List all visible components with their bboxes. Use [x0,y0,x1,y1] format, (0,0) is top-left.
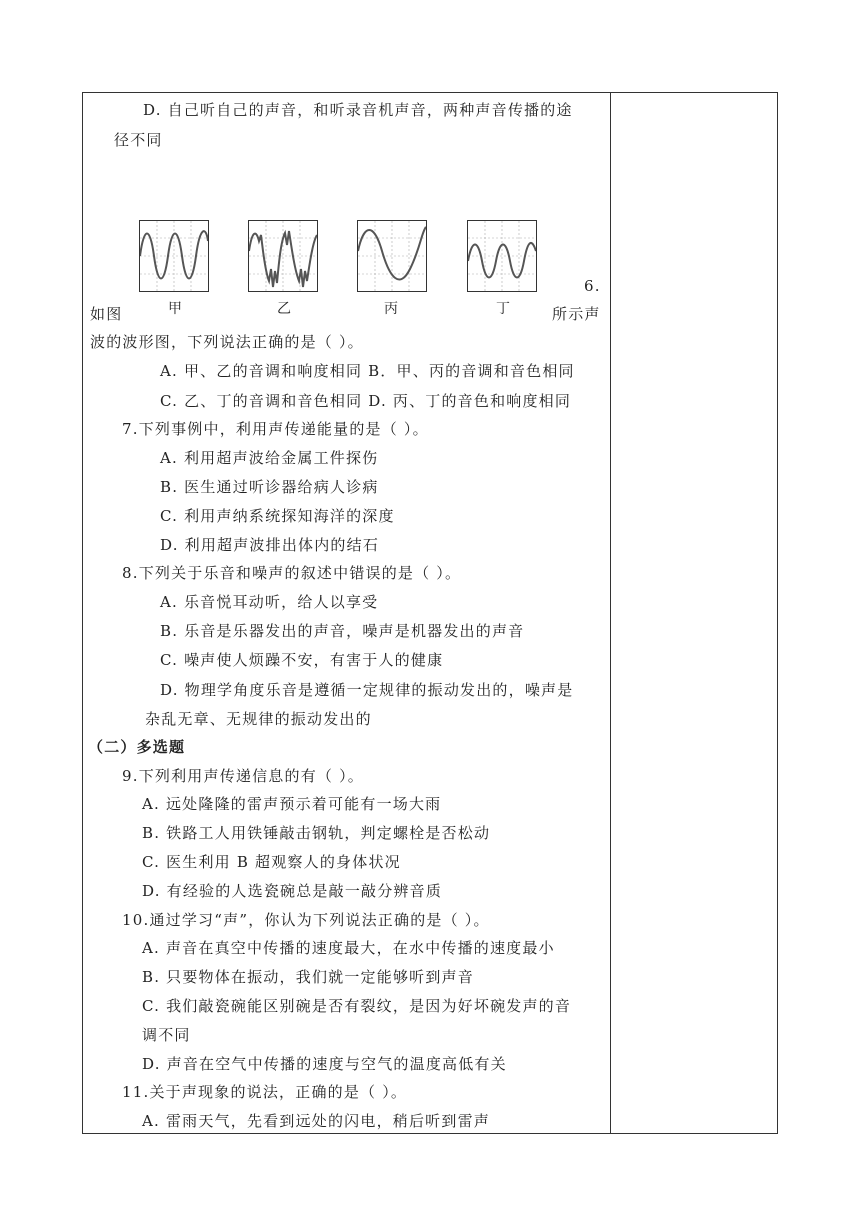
question-9-option-a: A. 远处隆隆的雷声预示着可能有一场大雨 [142,795,442,813]
question-6-stem: 波的波形图，下列说法正确的是（ ）。 [90,333,364,351]
question-7-option-a: A. 利用超声波给金属工件探伤 [160,449,379,467]
question-11-stem: 11.关于声现象的说法，正确的是（ ）。 [122,1083,408,1101]
question-6-options-ab: A. 甲、乙的音调和响度相同 B．甲、丙的音调和音色相同 [160,362,575,380]
question-9-option-b: B. 铁路工人用铁锤敲击钢轨，判定螺栓是否松动 [142,824,491,842]
question-6-number: 6. [584,277,601,295]
question-8-option-c: C. 噪声使人烦躁不安，有害于人的健康 [160,651,444,669]
section-heading-multiple-choice: （二）多选题 [88,738,186,756]
question-10-option-d: D. 声音在空气中传播的速度与空气的温度高低有关 [142,1055,507,1073]
question-6-options-cd: C. 乙、丁的音调和音色相同 D. 丙、丁的音色和响度相同 [160,392,572,410]
waveform-label-ding: 丁 [496,301,510,317]
question-6-prefix: 如图 [90,305,123,323]
waveform-label-bing: 丙 [384,301,398,317]
question-10-stem: 10.通过学习“声”，你认为下列说法正确的是（ ）。 [122,911,490,929]
question-7-option-b: B. 医生通过听诊器给病人诊病 [160,478,379,496]
option-5d-line1: D. 自己听自己的声音，和听录音机声音，两种声音传播的途 [143,101,573,119]
question-10-option-c-line1: C. 我们敲瓷碗能区别碗是否有裂纹，是因为好坏碗发声的音 [142,997,572,1015]
waveform-bing [357,220,427,292]
question-8-stem: 8.下列关于乐音和噪声的叙述中错误的是（ ）。 [122,564,462,582]
question-10-option-c-line2: 调不同 [142,1026,191,1044]
question-11-option-a: A. 雷雨天气，先看到远处的闪电，稍后听到雷声 [142,1112,490,1130]
question-9-option-d: D. 有经验的人选瓷碗总是敲一敲分辨音质 [142,882,443,900]
question-10-option-a: A. 声音在真空中传播的速度最大，在水中传播的速度最小 [142,939,555,957]
question-9-option-c: C. 医生利用 B 超观察人的身体状况 [142,853,401,871]
waveform-label-yi: 乙 [277,301,291,317]
waveform-yi [248,220,318,292]
question-6-suffix: 所示声 [552,305,601,323]
waveform-label-jia: 甲 [168,301,182,317]
option-5d-line2: 径不同 [114,131,163,149]
question-10-option-b: B. 只要物体在振动，我们就一定能够听到声音 [142,968,474,986]
question-8-option-b: B. 乐音是乐器发出的声音，噪声是机器发出的声音 [160,622,525,640]
question-7-stem: 7.下列事例中，利用声传递能量的是（ ）。 [122,420,429,438]
question-7-option-d: D. 利用超声波排出体内的结石 [160,536,380,554]
waveform-jia [139,220,209,292]
question-8-option-d-line2: 杂乱无章、无规律的振动发出的 [145,710,372,728]
question-9-stem: 9.下列利用声传递信息的有（ ）。 [122,767,364,785]
question-8-option-d-line1: D. 物理学角度乐音是遵循一定规律的振动发出的，噪声是 [160,681,574,699]
column-divider [610,92,611,1134]
question-8-option-a: A. 乐音悦耳动听，给人以享受 [160,593,379,611]
waveform-ding [467,220,537,292]
question-7-option-c: C. 利用声纳系统探知海洋的深度 [160,507,395,525]
